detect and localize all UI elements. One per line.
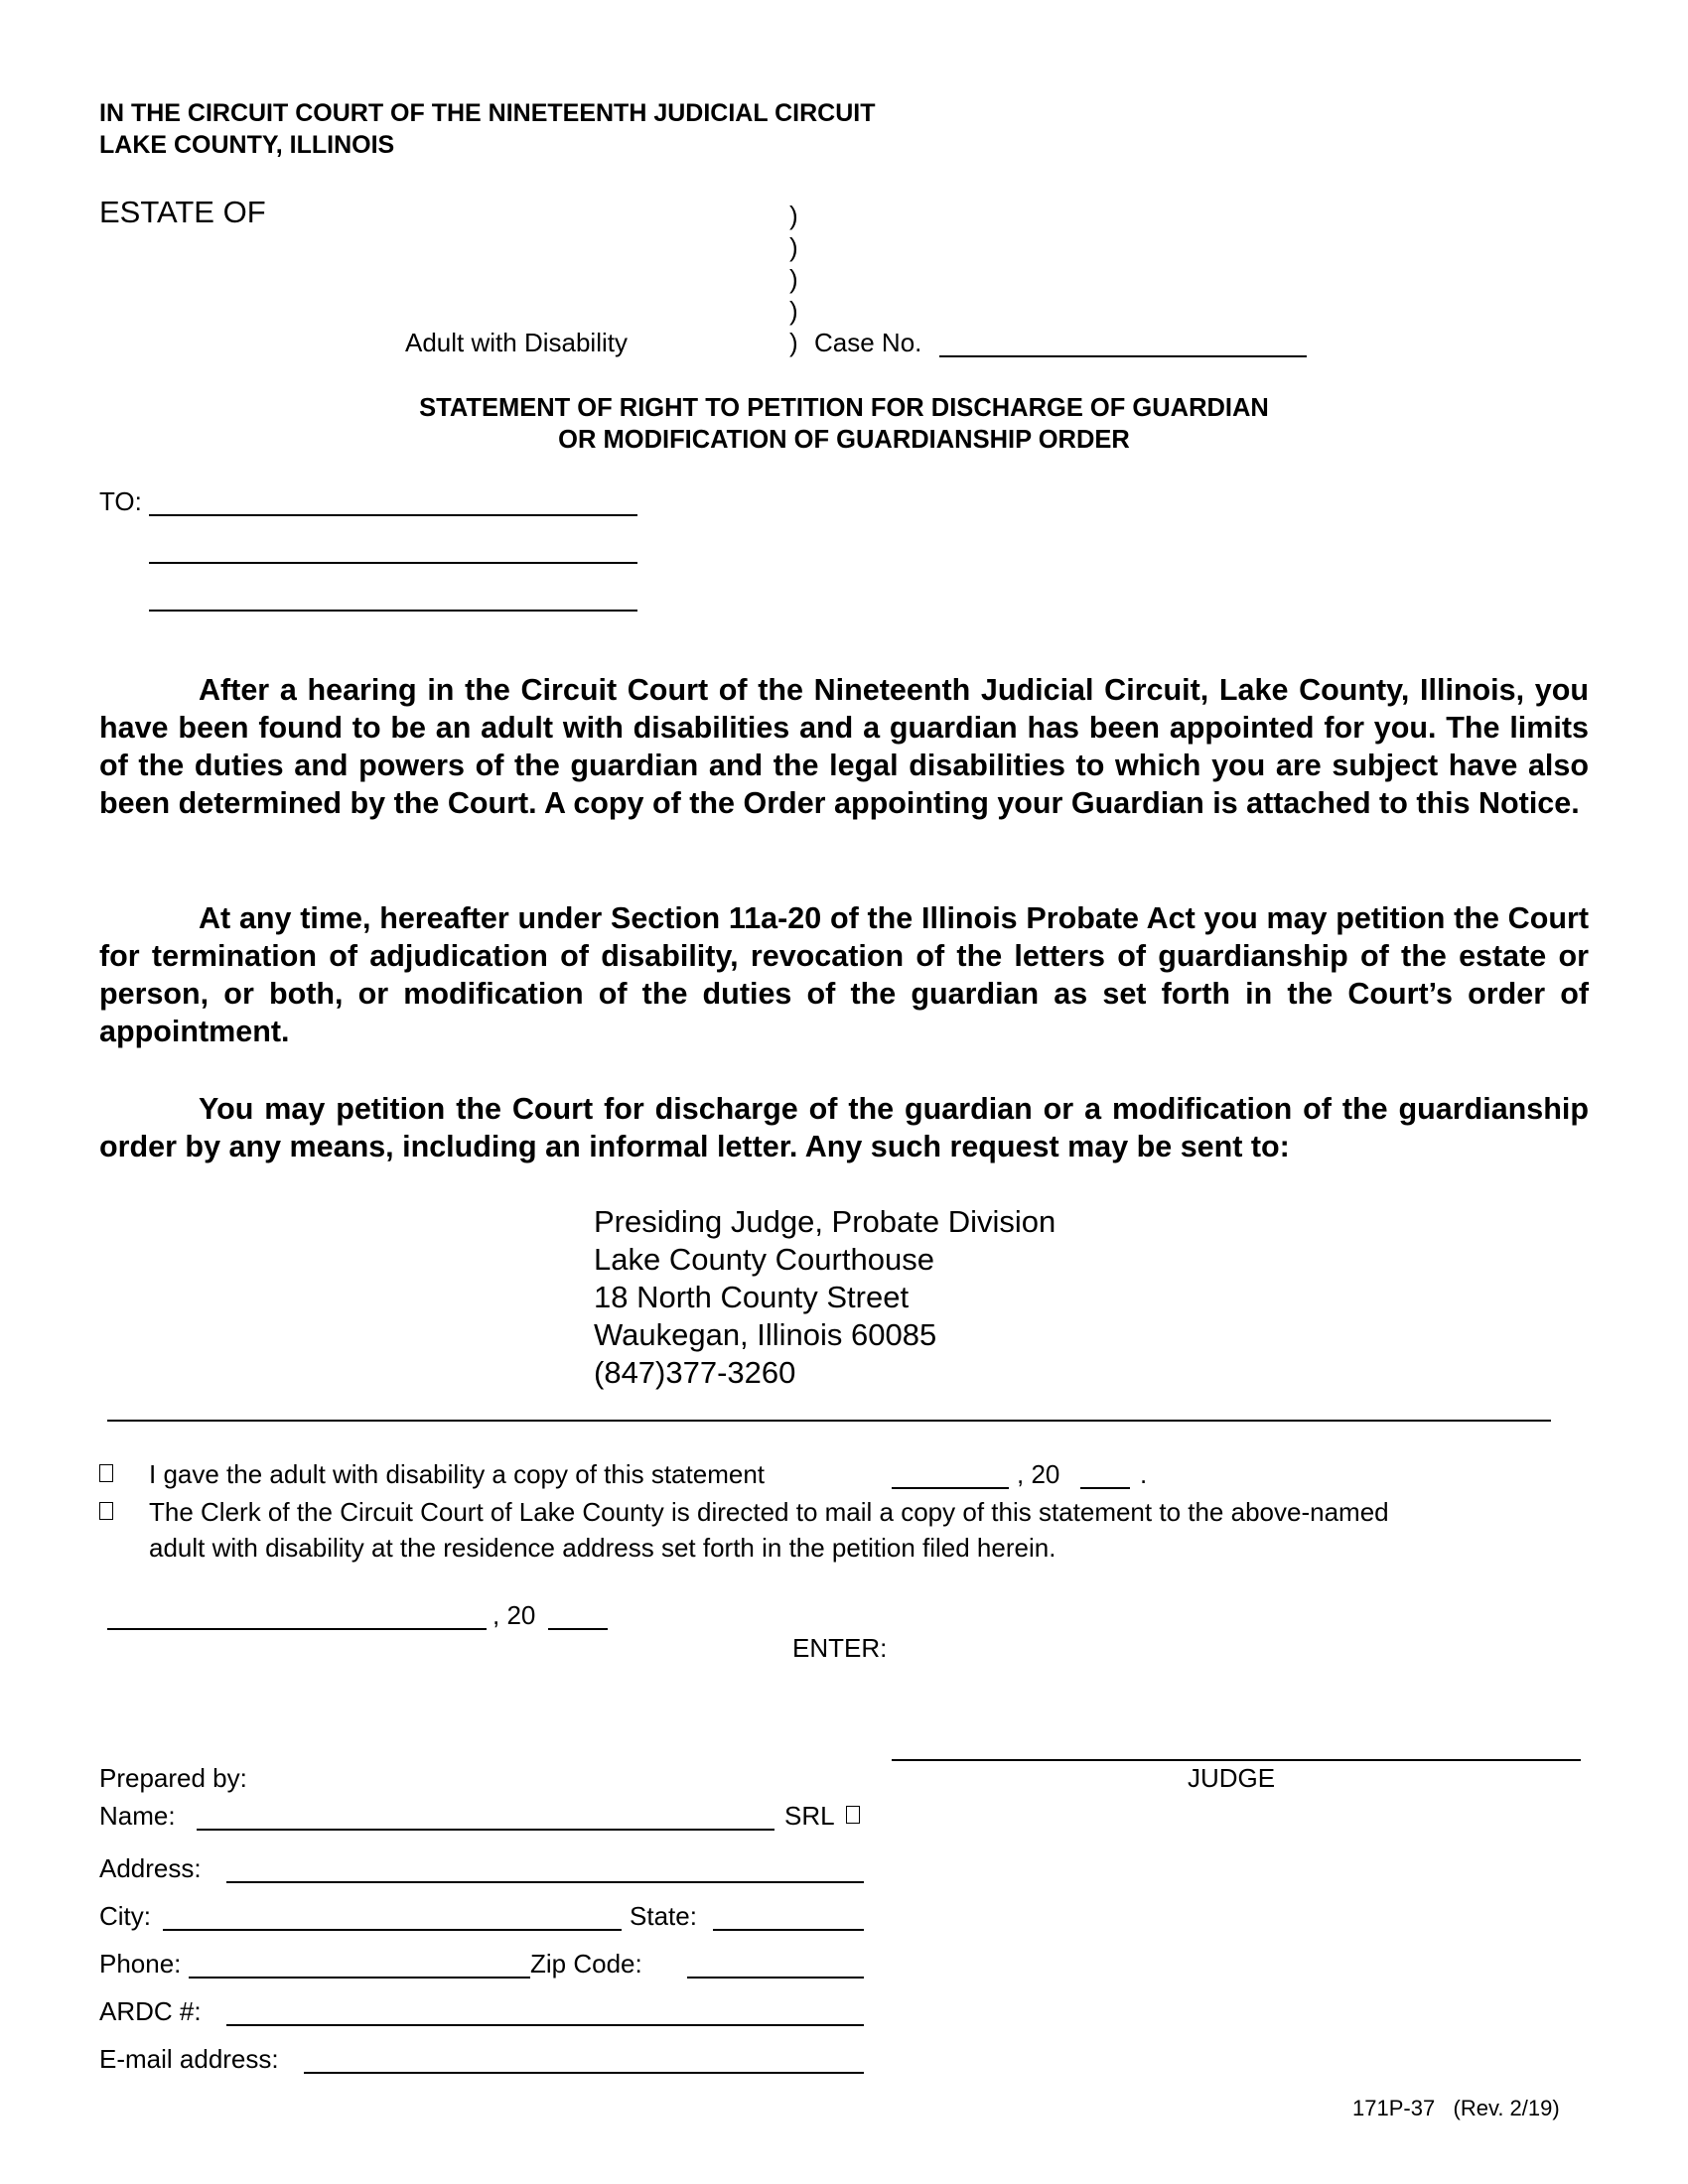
notice-paragraph-1: After a hearing in the Circuit Court of the Nineteenth Judicial Circuit, Lake County, Illinois, you have been found to be an adult with disabilities and a guardian has been appointed for you. The limits of the duties and powers of the guardian and the legal disabilities to which you are subject have also been determined by the Court. A copy of the Order appointing your Guardian is attached to this Notice. xyxy=(99,673,1589,820)
email-label: E-mail address: xyxy=(99,2044,279,2074)
clerk-mail-checkbox[interactable] xyxy=(99,1502,113,1520)
address-line-4: Waukegan, Illinois 60085 xyxy=(594,1317,937,1352)
to-field-line-3[interactable] xyxy=(149,610,637,612)
delivered-copy-label: I gave the adult with disability a copy of this statement xyxy=(149,1459,766,1489)
phone-label: Phone: xyxy=(99,1949,182,1979)
address-line-1: Presiding Judge, Probate Division xyxy=(594,1204,1056,1239)
form-title-line1: STATEMENT OF RIGHT TO PETITION FOR DISCHARGE OF GUARDIAN xyxy=(419,394,1269,422)
caption-paren: ) xyxy=(789,296,798,326)
form-title-line2: OR MODIFICATION OF GUARDIANSHIP ORDER xyxy=(558,426,1130,454)
state-label: State: xyxy=(630,1901,697,1931)
court-name: IN THE CIRCUIT COURT OF THE NINETEENTH JUDICIAL CIRCUIT xyxy=(99,99,876,127)
notice-paragraph-3: You may petition the Court for discharge of the guardian or a modification of the guardianship order by any means, including an informal letter. Any such request may be sent to: xyxy=(99,1092,1589,1163)
entry-year-prefix: , 20 xyxy=(492,1600,536,1630)
delivered-copy-checkbox[interactable] xyxy=(99,1464,113,1482)
ardc-field[interactable] xyxy=(226,2024,864,2026)
entry-year-field[interactable] xyxy=(548,1628,608,1630)
court-county: LAKE COUNTY, ILLINOIS xyxy=(99,131,395,159)
party-label: Adult with Disability xyxy=(405,328,628,357)
phone-field[interactable] xyxy=(189,1977,530,1979)
estate-of-label: ESTATE OF xyxy=(99,195,266,229)
delivered-year-field[interactable] xyxy=(1080,1487,1130,1489)
srl-checkbox[interactable] xyxy=(846,1806,860,1824)
caption-paren: ) xyxy=(789,264,798,294)
judge-label: JUDGE xyxy=(1188,1763,1276,1793)
enter-label: ENTER: xyxy=(792,1633,888,1663)
city-label: City: xyxy=(99,1901,151,1931)
clerk-mail-label-line2: adult with disability at the residence address set forth in the petition filed herein. xyxy=(149,1533,1056,1563)
to-field-line-2[interactable] xyxy=(149,562,637,564)
address-line-2: Lake County Courthouse xyxy=(594,1242,934,1277)
name-field[interactable] xyxy=(197,1829,774,1831)
judge-signature-line[interactable] xyxy=(892,1759,1581,1761)
caption-paren: ) xyxy=(789,201,798,230)
prepared-by-heading: Prepared by: xyxy=(99,1763,247,1793)
zip-field[interactable] xyxy=(687,1977,864,1979)
address-label: Address: xyxy=(99,1853,202,1883)
name-label: Name: xyxy=(99,1801,176,1831)
notice-paragraph-2: At any time, hereafter under Section 11a-20 of the Illinois Probate Act you may petition the Court for termination of adjudication of disability, revocation of the letters of guardianship of the estate or person, or both, or modification of the duties of the guardian as set forth in the Court’s order of appointment. xyxy=(99,901,1589,1048)
caption-paren: ) xyxy=(789,232,798,262)
section-divider xyxy=(107,1420,1551,1422)
city-field[interactable] xyxy=(163,1929,622,1931)
entry-date-field[interactable] xyxy=(107,1628,487,1630)
to-field-line-1[interactable] xyxy=(149,514,637,516)
address-line-5: (847)377-3260 xyxy=(594,1355,796,1390)
email-field[interactable] xyxy=(304,2072,864,2074)
address-line-3: 18 North County Street xyxy=(594,1280,910,1314)
srl-label: SRL xyxy=(784,1801,835,1831)
delivered-year-prefix: , 20 xyxy=(1017,1459,1060,1489)
zip-label: Zip Code: xyxy=(530,1949,642,1979)
case-no-field[interactable] xyxy=(939,355,1307,357)
form-title xyxy=(0,392,1688,456)
ardc-label: ARDC #: xyxy=(99,1996,202,2026)
state-field[interactable] xyxy=(713,1929,864,1931)
delivered-date-field[interactable] xyxy=(892,1487,1009,1489)
address-field[interactable] xyxy=(226,1881,864,1883)
to-label: TO: xyxy=(99,486,142,516)
clerk-mail-label-line1: The Clerk of the Circuit Court of Lake County is directed to mail a copy of this statement to the above-named xyxy=(149,1497,1389,1527)
caption-paren: ) xyxy=(789,328,798,357)
form-number: 171P-37 (Rev. 2/19) xyxy=(1352,2096,1560,2120)
delivered-period: . xyxy=(1140,1459,1148,1489)
case-no-label: Case No. xyxy=(814,328,922,357)
